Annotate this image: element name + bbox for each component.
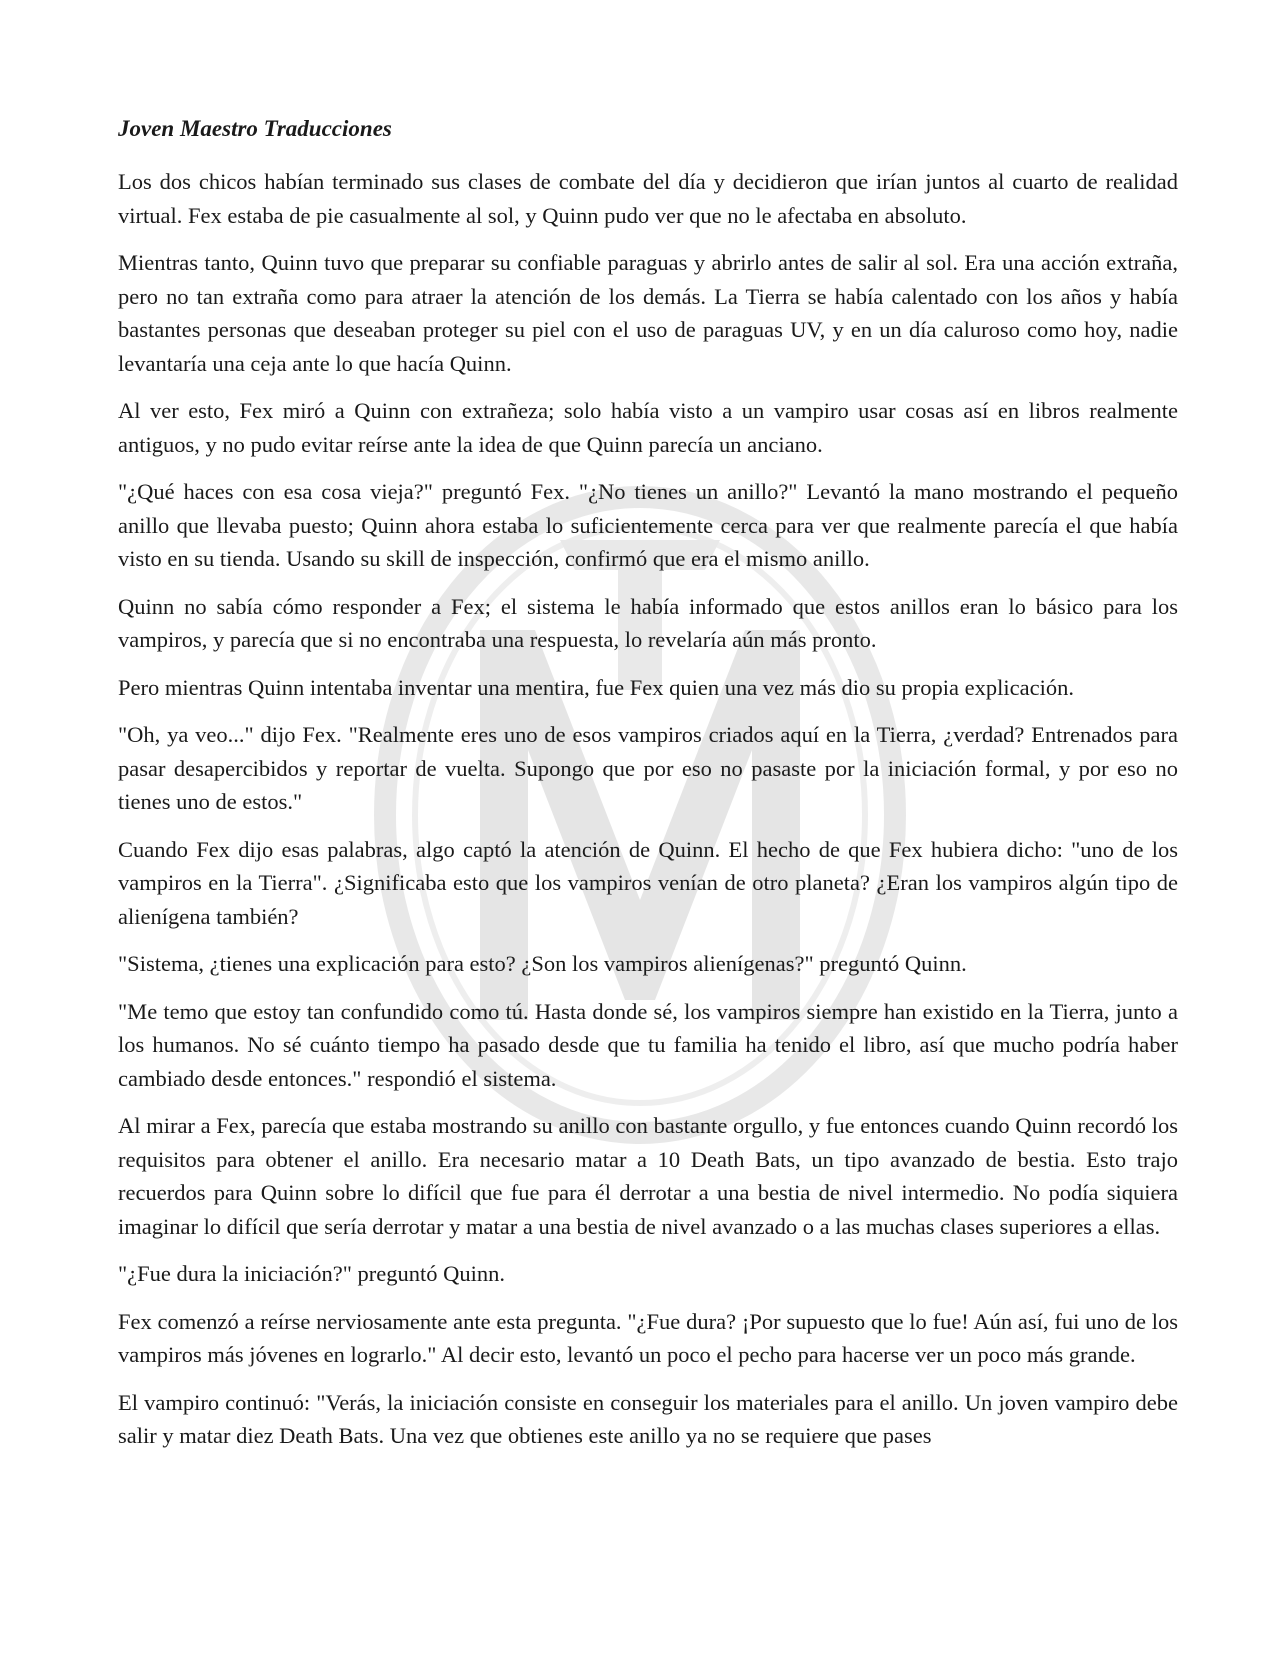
paragraph: Al mirar a Fex, parecía que estaba mostrando su anillo con bastante orgullo, y fue entonces cuando Quinn recordó los requisitos para obtener el anillo. Era necesario matar a 10 Death Bats, un tipo avanzado de bestia. Esto trajo recuerdos para Quinn sobre lo difícil que fue para él derrotar a una bestia de nivel intermedio. No podía siquiera imaginar lo difícil que sería derrotar y matar a una bestia de nivel avanzado o a las muchas clases superiores a ellas.	[118, 1113, 1178, 1239]
paragraph: Quinn no sabía cómo responder a Fex; el sistema le había informado que estos anillos eran lo básico para los vampiros, y parecía que si no encontraba una respuesta, lo revelaría aún más pronto.	[118, 593, 1178, 652]
paragraph: "Oh, ya veo..." dijo Fex. "Realmente eres uno de esos vampiros criados aquí en la Tierra, ¿verdad? Entrenados para pasar desapercibidos y reportar de vuelta. Supongo que por eso no pasaste por la iniciación formal, y por eso no tienes uno de estos."	[118, 722, 1178, 814]
paragraph: "¿Qué haces con esa cosa vieja?" preguntó Fex. "¿No tienes un anillo?" Levantó la mano mostrando el pequeño anillo que llevaba puesto; Quinn ahora estaba lo suficientemente cerca para ver que realmente parecía el que había visto en su tienda. Usando su skill de inspección, confirmó que era el mismo anillo.	[118, 479, 1178, 571]
paragraph: Pero mientras Quinn intentaba inventar una mentira, fue Fex quien una vez más dio su propia explicación.	[118, 674, 1074, 700]
paragraph: Mientras tanto, Quinn tuvo que preparar su confiable paraguas y abrirlo antes de salir al sol. Era una acción extraña, pero no tan extraña como para atraer la atención de los demás. La Tierra se había calentado con los años y había bastantes personas que deseaban proteger su piel con el uso de paraguas UV, y en un día caluroso como hoy, nadie levantaría una ceja ante lo que hacía Quinn.	[118, 250, 1178, 376]
document-header: Joven Maestro Traducciones	[118, 116, 392, 141]
paragraph: "¿Fue dura la iniciación?" preguntó Quinn.	[118, 1261, 506, 1286]
paragraph: Los dos chicos habían terminado sus clases de combate del día y decidieron que irían juntos al cuarto de realidad virtual. Fex estaba de pie casualmente al sol, y Quinn pudo ver que no le afectaba en absoluto.	[118, 169, 1178, 228]
document-page	[118, 112, 1178, 1467]
paragraph: El vampiro continuó: "Verás, la iniciación consiste en conseguir los materiales para el anillo. Un joven vampiro debe salir y matar diez Death Bats. Una vez que obtienes este anillo ya no se requiere que pases	[118, 1389, 1178, 1448]
paragraph: "Me temo que estoy tan confundido como tú. Hasta donde sé, los vampiros siempre han existido en la Tierra, junto a los humanos. No sé cuánto tiempo ha pasado desde que tu familia ha tenido el libro, así que mucho podría haber cambiado desde entonces." respondió el sistema.	[118, 998, 1178, 1091]
paragraph: Al ver esto, Fex miró a Quinn con extrañeza; solo había visto a un vampiro usar cosas así en libros realmente antiguos, y no pudo evitar reírse ante la idea de que Quinn parecía un anciano.	[118, 398, 1178, 457]
paragraph: "Sistema, ¿tienes una explicación para esto? ¿Son los vampiros alienígenas?" preguntó Quinn.	[118, 951, 967, 976]
paragraph: Fex comenzó a reírse nerviosamente ante esta pregunta. "¿Fue dura? ¡Por supuesto que lo fue! Aún así, fui uno de los vampiros más jóvenes en lograrlo." Al decir esto, levantó un poco el pecho para hacerse ver un poco más grande.	[118, 1308, 1178, 1367]
paragraph: Cuando Fex dijo esas palabras, algo captó la atención de Quinn. El hecho de que Fex hubiera dicho: "uno de los vampiros en la Tierra". ¿Significaba esto que los vampiros venían de otro planeta? ¿Eran los vampiros algún tipo de alienígena también?	[118, 836, 1178, 929]
